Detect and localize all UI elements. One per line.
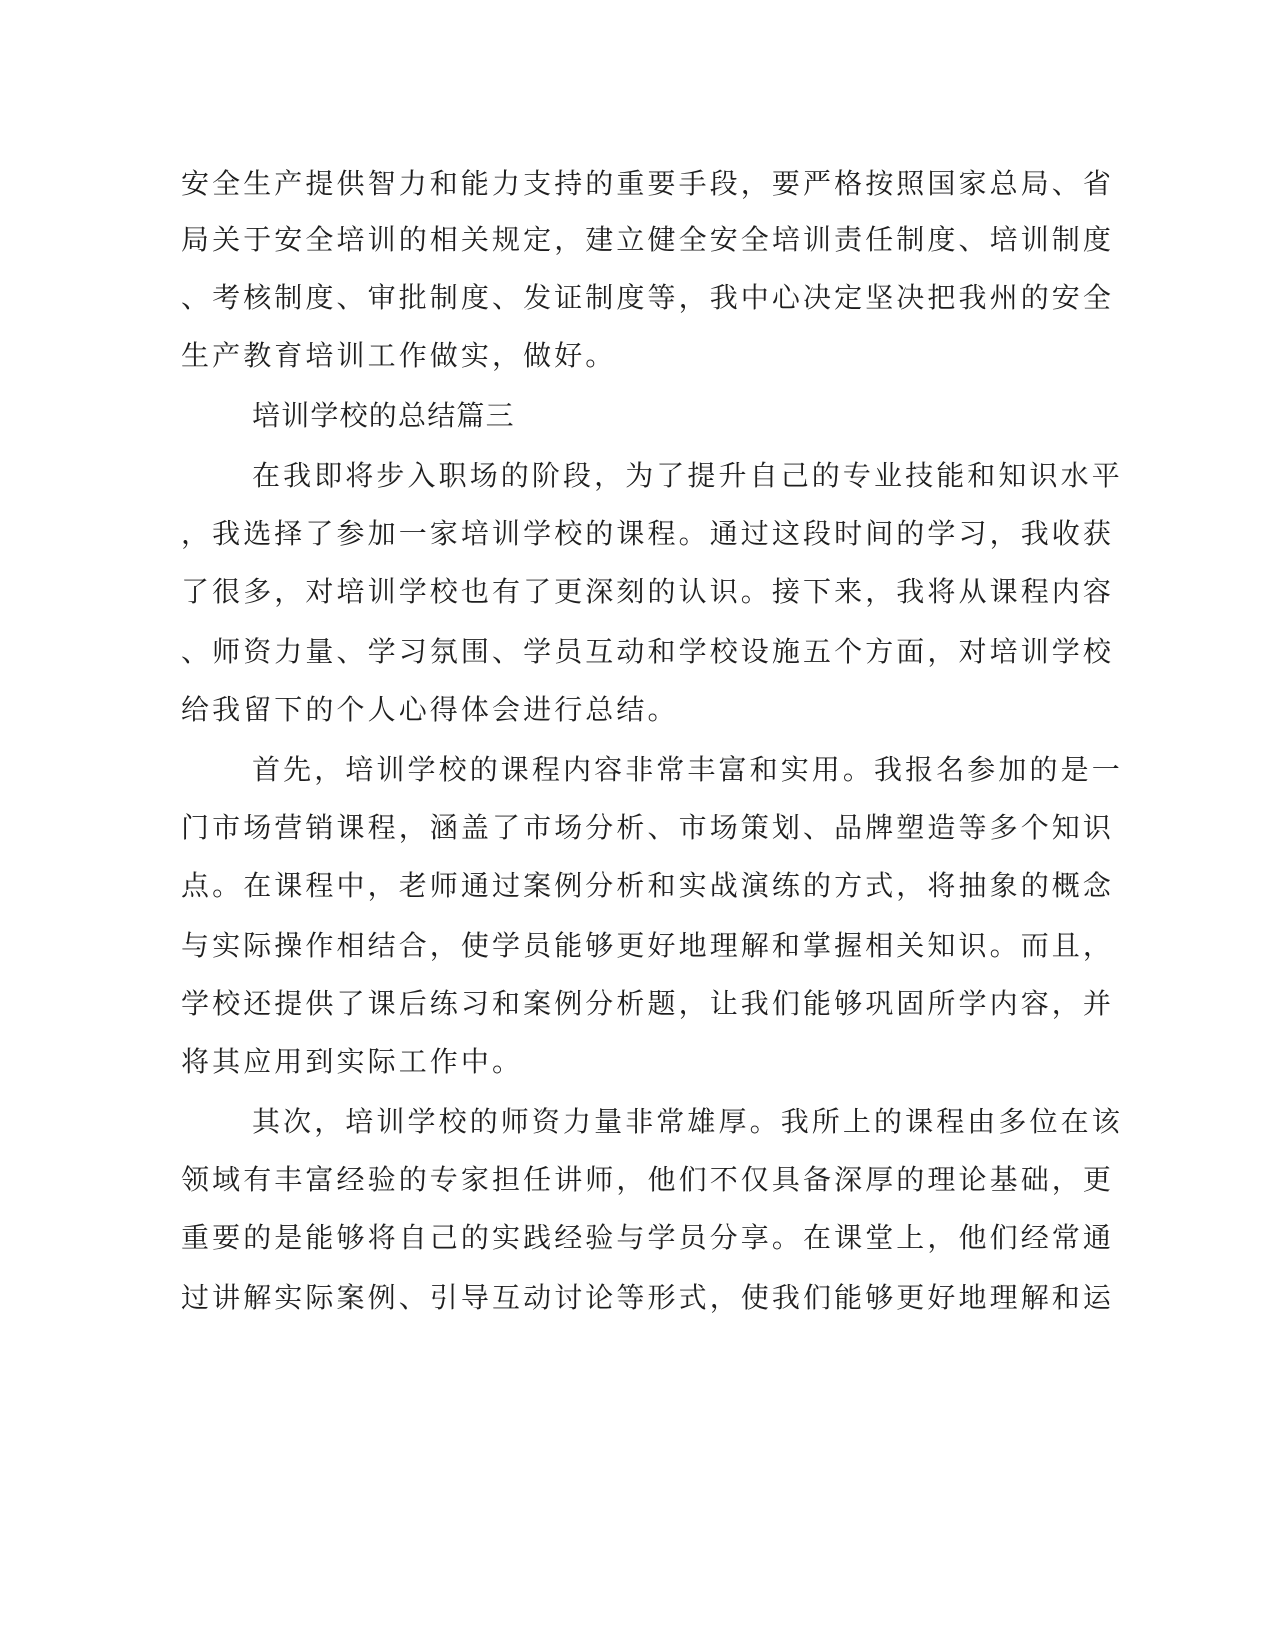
text-line: 局关于安全培训的相关规定，建立健全安全培训责任制度、培训制度 bbox=[181, 223, 1115, 256]
text-line: 在我即将步入职场的阶段，为了提升自己的专业技能和知识水平 bbox=[252, 459, 1123, 492]
text-line: 门市场营销课程，涵盖了市场分析、市场策划、品牌塑造等多个知识 bbox=[181, 811, 1115, 844]
text-line: 学校还提供了课后练习和案例分析题，让我们能够巩固所学内容，并 bbox=[181, 987, 1115, 1020]
text-line: 其次，培训学校的师资力量非常雄厚。我所上的课程由多位在该 bbox=[252, 1105, 1123, 1138]
text-line: 安全生产提供智力和能力支持的重要手段，要严格按照国家总局、省 bbox=[181, 167, 1115, 200]
text-line: ，我选择了参加一家培训学校的课程。通过这段时间的学习，我收获 bbox=[181, 517, 1115, 550]
text-line: 生产教育培训工作做实，做好。 bbox=[181, 339, 617, 372]
text-line: 重要的是能够将自己的实践经验与学员分享。在课堂上，他们经常通 bbox=[181, 1221, 1115, 1254]
text-line: 了很多，对培训学校也有了更深刻的认识。接下来，我将从课程内容 bbox=[181, 575, 1115, 608]
section-heading: 培训学校的总结篇三 bbox=[252, 399, 515, 432]
text-line: 首先，培训学校的课程内容非常丰富和实用。我报名参加的是一 bbox=[252, 753, 1123, 786]
text-line: 给我留下的个人心得体会进行总结。 bbox=[181, 693, 679, 726]
text-line: 过讲解实际案例、引导互动讨论等形式，使我们能够更好地理解和运 bbox=[181, 1281, 1115, 1314]
text-line: 点。在课程中，老师通过案例分析和实战演练的方式，将抽象的概念 bbox=[181, 869, 1115, 902]
text-line: 与实际操作相结合，使学员能够更好地理解和掌握相关知识。而且， bbox=[181, 929, 1115, 962]
text-line: 领域有丰富经验的专家担任讲师，他们不仅具备深厚的理论基础，更 bbox=[181, 1163, 1115, 1196]
text-line: 将其应用到实际工作中。 bbox=[181, 1045, 524, 1078]
text-line: 、考核制度、审批制度、发证制度等，我中心决定坚决把我州的安全 bbox=[181, 281, 1115, 314]
text-line: 、师资力量、学习氛围、学员互动和学校设施五个方面，对培训学校 bbox=[181, 635, 1115, 668]
